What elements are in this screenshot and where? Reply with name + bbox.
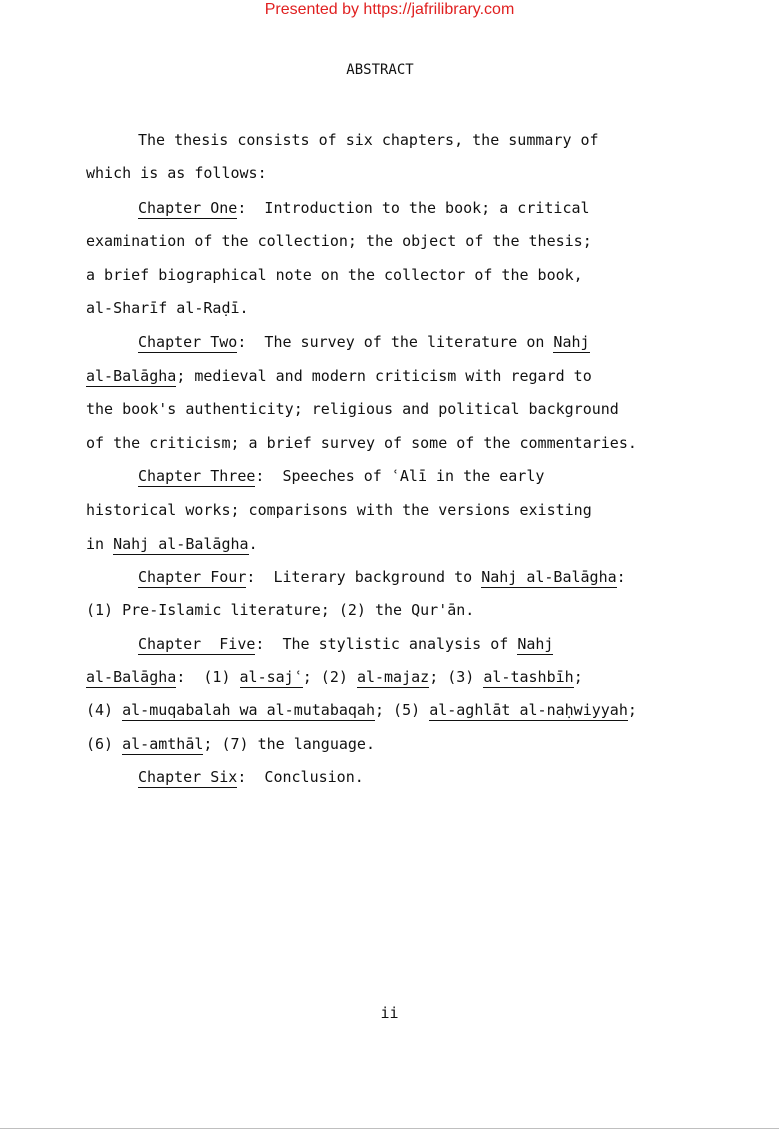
underlined-term: al-sajʿ <box>239 668 303 686</box>
underlined-term: al-aghlāt al-naḥwiyyah <box>429 701 628 719</box>
text-segment: ; <box>573 668 583 686</box>
text-line <box>86 298 249 318</box>
text-line <box>86 600 474 620</box>
underlined-term: Chapter Three <box>138 467 256 485</box>
underlined-term: Nahj <box>553 333 590 351</box>
underlined-term: al-majaz <box>356 668 430 686</box>
text-segment: ; (2) <box>302 668 357 686</box>
text-segment: ; medieval and modern criticism with regard to <box>176 367 592 385</box>
text-segment: : <box>616 568 626 586</box>
text-line <box>138 567 626 587</box>
underlined-term: Chapter Six <box>138 768 238 786</box>
text-segment: ; (7) the language. <box>203 735 375 753</box>
text-segment: The thesis consists of six chapters, the summary of <box>138 131 599 149</box>
text-line <box>138 466 544 486</box>
text-segment: of the criticism; a brief survey of some of the commentaries. <box>86 434 637 452</box>
page-number: ii <box>380 1004 399 1022</box>
text-line <box>138 130 599 150</box>
text-segment: historical works; comparisons with the versions existing <box>86 501 592 519</box>
text-segment: in <box>86 535 114 553</box>
text-segment: : (1) <box>176 668 240 686</box>
underlined-term: al-tashbīh <box>483 668 574 686</box>
text-line <box>86 433 637 453</box>
text-line <box>138 332 590 352</box>
text-line <box>138 767 364 787</box>
underlined-term: al-Balāgha <box>86 668 177 686</box>
page-divider <box>0 1128 779 1129</box>
text-line <box>86 399 619 419</box>
underlined-term: Nahj al-Balāgha <box>481 568 617 586</box>
text-line <box>86 500 592 520</box>
text-line <box>86 231 592 251</box>
text-segment: : Introduction to the book; a critical <box>237 199 590 217</box>
source-banner: Presented by https://jafrilibrary.com <box>264 1 515 18</box>
text-line <box>86 734 375 754</box>
text-segment: . <box>248 535 258 553</box>
text-segment: ; (3) <box>429 668 484 686</box>
text-line <box>86 366 592 386</box>
text-segment: ; (5) <box>375 701 430 719</box>
underlined-term: Chapter One <box>138 199 238 217</box>
text-segment: which is as follows: <box>86 164 267 182</box>
text-line <box>138 198 590 218</box>
text-segment: : Literary background to <box>246 568 482 586</box>
text-line <box>86 265 583 285</box>
underlined-term: Chapter Five <box>138 635 256 653</box>
text-segment: (6) <box>86 735 123 753</box>
text-line <box>86 534 258 554</box>
text-line <box>138 634 553 654</box>
text-line <box>86 667 583 687</box>
text-segment: al-Sharīf al-Raḍī. <box>86 299 249 317</box>
text-segment: ; <box>627 701 637 719</box>
text-segment: (1) Pre-Islamic literature; (2) the Qur'ān. <box>86 601 475 619</box>
text-segment: the book's authenticity; religious and political background <box>86 400 619 418</box>
text-segment: : The survey of the literature on <box>237 333 554 351</box>
text-line <box>86 163 267 183</box>
text-segment: examination of the collection; the object of the thesis; <box>86 232 592 250</box>
text-segment: : The stylistic analysis of <box>255 635 518 653</box>
text-segment: (4) <box>86 701 123 719</box>
underlined-term: Chapter Two <box>138 333 238 351</box>
underlined-term: al-muqabalah wa al-mutabaqah <box>122 701 375 719</box>
underlined-term: al-Balāgha <box>86 367 177 385</box>
underlined-term: Nahj <box>517 635 554 653</box>
text-segment: : Conclusion. <box>237 768 364 786</box>
underlined-term: al-amthāl <box>122 735 204 753</box>
underlined-term: Nahj al-Balāgha <box>113 535 249 553</box>
page-title: ABSTRACT <box>346 62 414 78</box>
text-segment: a brief biographical note on the collector of the book, <box>86 266 583 284</box>
text-line <box>86 700 637 720</box>
underlined-term: Chapter Four <box>138 568 247 586</box>
text-segment: : Speeches of ʿAlī in the early <box>255 467 545 485</box>
